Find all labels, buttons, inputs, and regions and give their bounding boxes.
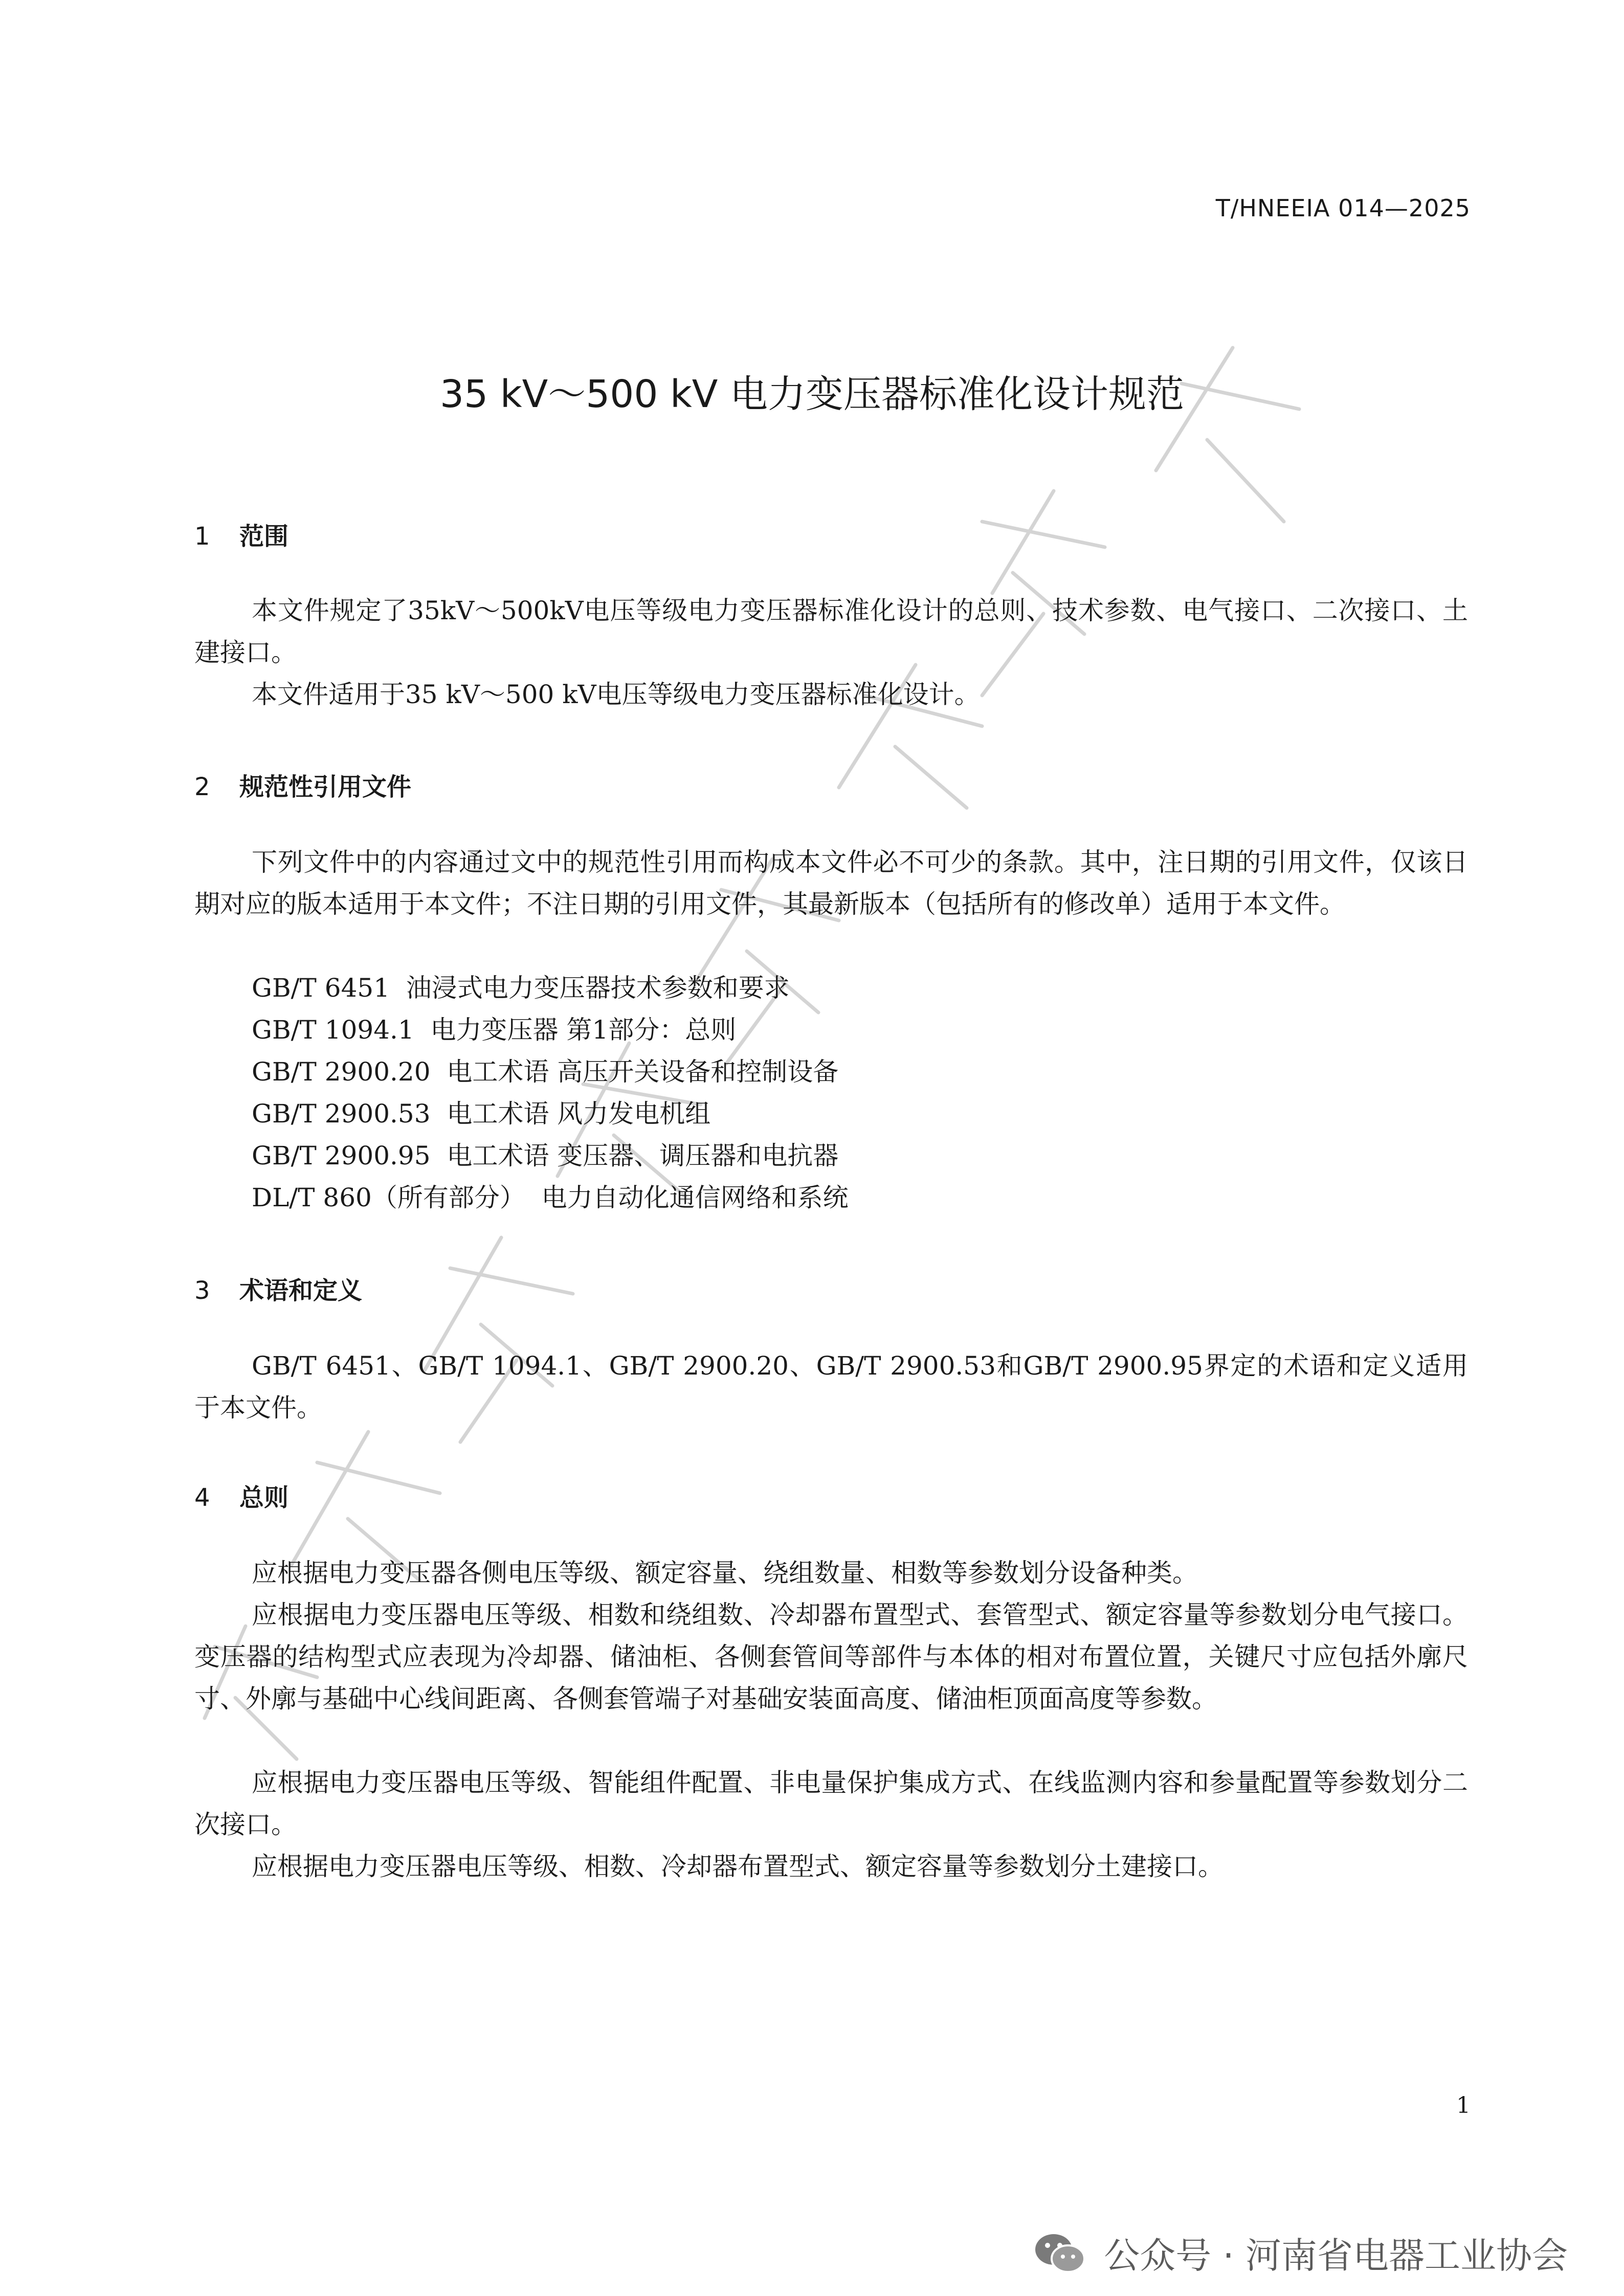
reference-item: GB/T 2900.95 电工术语 变压器、调压器和电抗器 [252,1141,839,1170]
doc-code: T/HNEEIA 014—2025 [1215,194,1471,222]
wechat-icon [1033,2231,1086,2275]
page-number: 1 [1456,2092,1471,2119]
paragraph: 应根据电力变压器各侧电压等级、额定容量、绕组数量、相数等参数划分设备种类。 [252,1558,1198,1588]
section-title: 总则 [239,1483,289,1512]
reference-item: DL/T 860（所有部分） 电力自动化通信网络和系统 [252,1183,849,1212]
document-title: 35 kV～500 kV 电力变压器标准化设计规范 [440,372,1184,416]
reference-item: GB/T 1094.1 电力变压器 第1部分：总则 [252,1015,737,1045]
section-heading-terms-definitions [194,1271,362,1306]
reference-item: GB/T 6451 油浸式电力变压器技术参数和要求 [252,973,790,1003]
section-number: 1 [194,522,210,551]
reference-item: GB/T 2900.20 电工术语 高压开关设备和控制设备 [252,1057,839,1087]
paragraph: 本文件规定了35kV～500kV电压等级电力变压器标准化设计的总则、技术参数、电气接口、二次接口、土建接口。 [194,596,1468,667]
section-number: 3 [194,1276,210,1305]
section-title: 术语和定义 [239,1276,363,1305]
section-heading-scope [194,516,288,552]
footer-text: 公众号 · 河南省电器工业协会 [1104,2235,1568,2277]
section-number: 4 [194,1483,210,1512]
paragraph: 应根据电力变压器电压等级、相数和绕组数、冷却器布置型式、套管型式、额定容量等参数划分电气接口。变压器的结构型式应表现为冷却器、储油柜、各侧套管间等部件与本体的相对布置位置，关键尺寸应包括外廓尺寸、外廓与基础中心线间距离、各侧套管端子对基础安装面高度、储油柜顶面高度等参数。 [194,1600,1468,1714]
section-heading-normative-references [194,767,411,802]
section-heading-general-principles [194,1478,288,1513]
paragraph: GB/T 6451、GB/T 1094.1、GB/T 2900.20、GB/T 2900.53和GB/T 2900.95界定的术语和定义适用于本文件。 [194,1351,1468,1423]
section-title: 规范性引用文件 [239,773,412,801]
paragraph: 下列文件中的内容通过文中的规范性引用而构成本文件必不可少的条款。其中，注日期的引用文件，仅该日期对应的版本适用于本文件；不注日期的引用文件，其最新版本（包括所有的修改单）适用于本文件。 [194,847,1468,919]
section-number: 2 [194,773,210,801]
paragraph: 本文件适用于35 kV～500 kV电压等级电力变压器标准化设计。 [252,680,980,709]
reference-item: GB/T 2900.53 电工术语 风力发电机组 [252,1099,711,1129]
footer-attribution [1033,2227,1568,2279]
section-title: 范围 [239,522,289,551]
paragraph: 应根据电力变压器电压等级、智能组件配置、非电量保护集成方式、在线监测内容和参量配置等参数划分二次接口。 [194,1768,1468,1839]
paragraph: 应根据电力变压器电压等级、相数、冷却器布置型式、额定容量等参数划分土建接口。 [252,1852,1223,1881]
